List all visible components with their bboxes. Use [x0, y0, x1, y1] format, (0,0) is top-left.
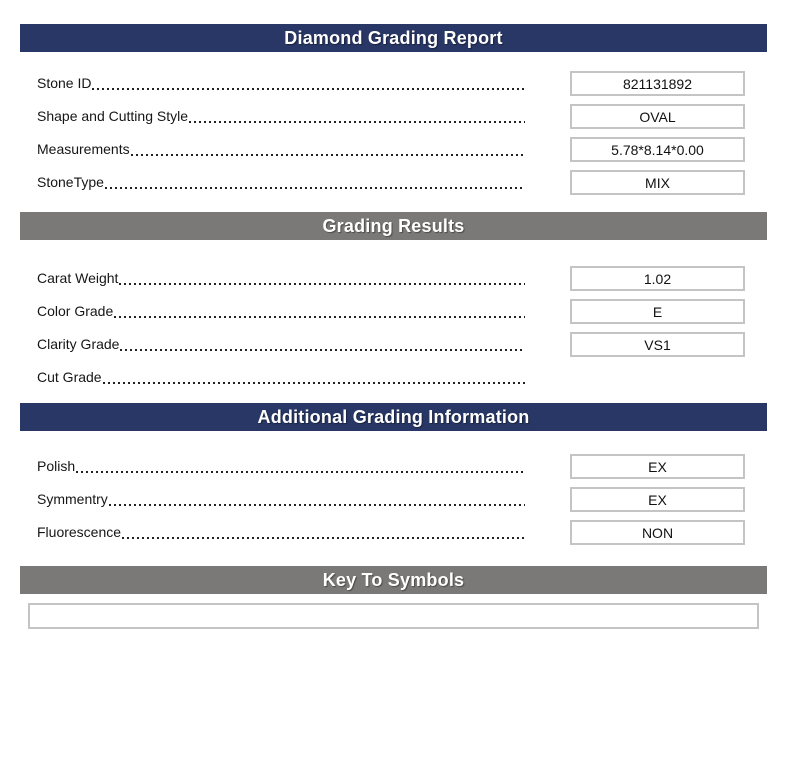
field-value-measurements: 5.78*8.14*0.00 — [570, 137, 745, 162]
dotted-leader — [76, 471, 525, 473]
field-row-clarity-grade — [37, 332, 767, 357]
field-value-shape: OVAL — [570, 104, 745, 129]
field-label: StoneType — [37, 174, 104, 190]
field-label: Stone ID — [37, 75, 92, 91]
section-title: Key To Symbols — [322, 569, 465, 590]
field-label: Color Grade — [37, 303, 114, 319]
field-row-shape — [37, 104, 767, 129]
field-value-fluorescence: NON — [570, 520, 745, 545]
field-value-symmetry: EX — [570, 487, 745, 512]
section-rows-identification — [20, 52, 767, 195]
field-value-polish: EX — [570, 454, 745, 479]
field-row-cut-grade — [37, 365, 767, 390]
section-rows-grading-results — [20, 240, 767, 390]
section-title: Diamond Grading Report — [284, 27, 503, 48]
field-value-stone-type: MIX — [570, 170, 745, 195]
dotted-leader — [119, 283, 525, 285]
dotted-leader — [122, 537, 525, 539]
field-label: Measurements — [37, 141, 130, 157]
section-header-additional-grading-information — [20, 403, 767, 431]
field-row-fluorescence — [37, 520, 767, 545]
dotted-leader — [103, 382, 525, 384]
field-row-color-grade — [37, 299, 767, 324]
field-label: Symmentry — [37, 491, 108, 507]
field-value-color-grade: E — [570, 299, 745, 324]
field-row-measurements — [37, 137, 767, 162]
field-row-stone-type — [37, 170, 767, 195]
field-row-polish — [37, 454, 767, 479]
field-value-clarity-grade: VS1 — [570, 332, 745, 357]
field-label: Shape and Cutting Style — [37, 108, 188, 124]
dotted-leader — [189, 121, 525, 123]
field-row-carat-weight — [37, 266, 767, 291]
dotted-leader — [105, 187, 525, 189]
section-title: Additional Grading Information — [257, 406, 530, 427]
field-label: Cut Grade — [37, 369, 102, 385]
section-header-grading-results — [20, 212, 767, 240]
key-to-symbols-box — [28, 603, 759, 629]
field-label: Polish — [37, 458, 76, 474]
dotted-leader — [120, 349, 525, 351]
dotted-leader — [92, 88, 525, 90]
section-header-key-to-symbols — [20, 566, 767, 594]
field-label: Fluorescence — [37, 524, 122, 540]
dotted-leader — [131, 154, 525, 156]
field-value-stone-id: 821131892 — [570, 71, 745, 96]
section-header-diamond-grading-report — [20, 24, 767, 52]
section-title: Grading Results — [322, 215, 465, 236]
section-rows-additional-info — [20, 431, 767, 545]
field-value-carat-weight: 1.02 — [570, 266, 745, 291]
dotted-leader — [109, 504, 525, 506]
field-label: Clarity Grade — [37, 336, 120, 352]
field-label: Carat Weight — [37, 270, 119, 286]
field-row-stone-id — [37, 71, 767, 96]
field-row-symmetry — [37, 487, 767, 512]
dotted-leader — [114, 316, 525, 318]
report-content — [20, 24, 767, 629]
